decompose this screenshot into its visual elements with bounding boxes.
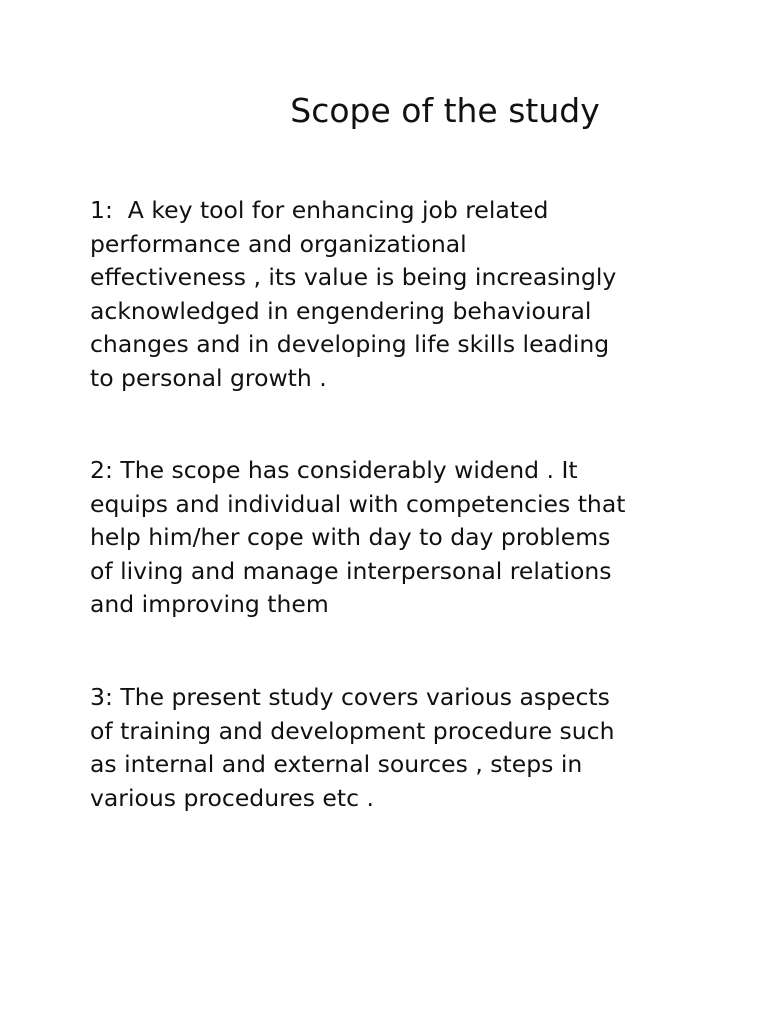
paragraph-line: of living and manage interpersonal relations [90,556,612,585]
paragraph-2 [90,454,690,622]
paragraph-line: as internal and external sources , steps in [90,750,583,779]
paragraph-line: help him/her cope with day to day problems [90,523,611,552]
paragraph-line: acknowledged in engendering behavioural [90,296,592,325]
paragraph-3 [90,681,690,815]
paragraph-line: changes and in developing life skills leading [90,330,610,359]
paragraph-line: 2: The scope has considerably widend . It [90,456,578,484]
paragraph-line: and improving them [90,590,329,619]
paragraph-line: 1: A key tool for enhancing job related [90,196,549,224]
page-title: Scope of the study [290,91,600,130]
paragraph-line: 3: The present study covers various aspects [90,683,610,711]
paragraph-1 [90,194,690,396]
paragraph-line: various procedures etc . [90,783,374,812]
paragraph-line: equips and individual with competencies that [90,489,626,518]
paragraph-line: performance and organizational [90,229,467,258]
paragraph-line: of training and development procedure such [90,716,615,745]
paragraph-line: to personal growth . [90,363,327,392]
paragraph-line: effectiveness , its value is being increasingly [90,263,617,292]
